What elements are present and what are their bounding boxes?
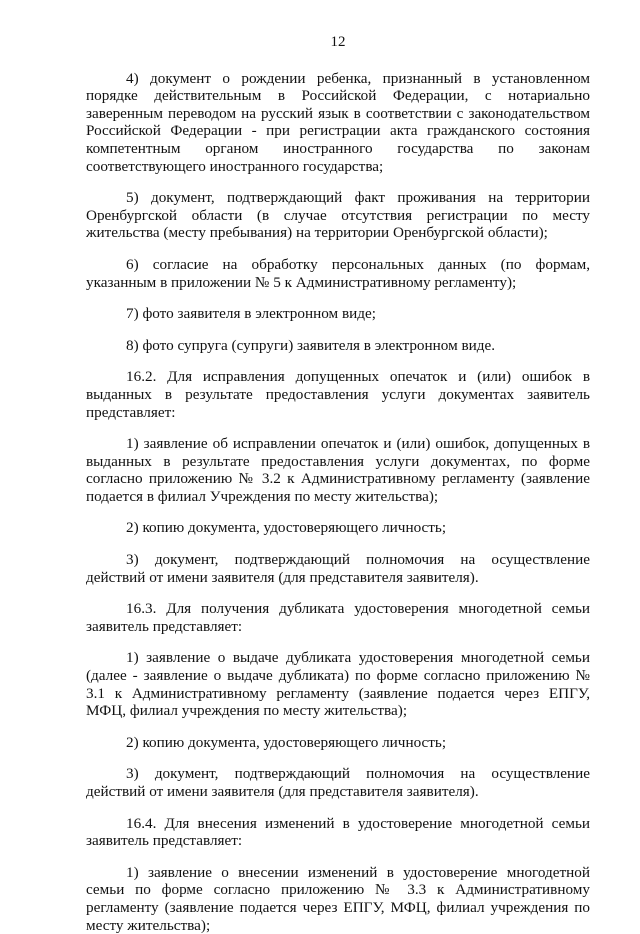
paragraph-16-3-heading: 16.3. Для получения дубликата удостоверения многодетной семьи заявитель представляет: xyxy=(86,600,590,635)
paragraph-item-5-residence-proof: 5) документ, подтверждающий факт проживания на территории Оренбургской области (в случае отсутствия регистрации по месту жительства (месту пребывания) на территории Оренбургской области); xyxy=(86,189,590,242)
paragraph-16-2-item-3: 3) документ, подтверждающий полномочия на осуществление действий от имени заявителя (для представителя заявителя). xyxy=(86,551,590,586)
paragraph-16-2-item-1: 1) заявление об исправлении опечаток и (или) ошибок, допущенных в выданных в результате предоставления услуги документах, по форме согласно приложению № 3.2 к Административному регламенту (заявление подается в филиал Учреждения по месту жительства); xyxy=(86,435,590,505)
page-number: 12 xyxy=(330,34,346,50)
paragraph-16-3-item-3: 3) документ, подтверждающий полномочия на осуществление действий от имени заявителя (для представителя заявителя). xyxy=(86,765,590,800)
paragraph-item-7-applicant-photo: 7) фото заявителя в электронном виде; xyxy=(126,305,376,323)
paragraph-16-2-item-2: 2) копию документа, удостоверяющего личность; xyxy=(126,519,447,537)
paragraph-16-3-item-2: 2) копию документа, удостоверяющего личность; xyxy=(126,733,447,751)
paragraph-16-2-heading: 16.2. Для исправления допущенных опечаток и (или) ошибок в выданных в результате предоставления услуги документах заявитель представляет: xyxy=(86,368,590,421)
paragraph-16-4-heading: 16.4. Для внесения изменений в удостоверение многодетной семьи заявитель представляет: xyxy=(86,814,590,850)
paragraph-item-8-spouse-photo: 8) фото супруга (супруги) заявителя в электронном виде. xyxy=(126,336,496,354)
paragraph-item-6-data-consent: 6) согласие на обработку персональных данных (по формам, указанным в приложении № 5 к Административному регламенту); xyxy=(86,255,590,291)
paragraph-16-3-item-1: 1) заявление о выдаче дубликата удостоверения многодетной семьи (далее - заявление о выдаче дубликата) по форме согласно приложению № 3.1 к Административному регламенту (заявление подается через ЕПГУ, МФЦ, филиал учреждения по месту жительства); xyxy=(86,649,590,720)
paragraph-item-4-birth-document: 4) документ о рождении ребенка, признанный в установленном порядке действительным в Российской Федерации, с нотариально заверенным переводом на русский язык в соответствии с законодательством Российской Федерации - при регистрации акта гражданского состояния компетентным органом иностранного государства по законам соответствующего иностранного государства; xyxy=(86,69,590,175)
paragraph-16-4-item-1: 1) заявление о внесении изменений в удостоверение многодетной семьи по форме согласно приложению № 3.3 к Административному регламенту (заявление подается через ЕПГУ, МФЦ, филиал учреждения по месту жительства); xyxy=(86,863,590,934)
